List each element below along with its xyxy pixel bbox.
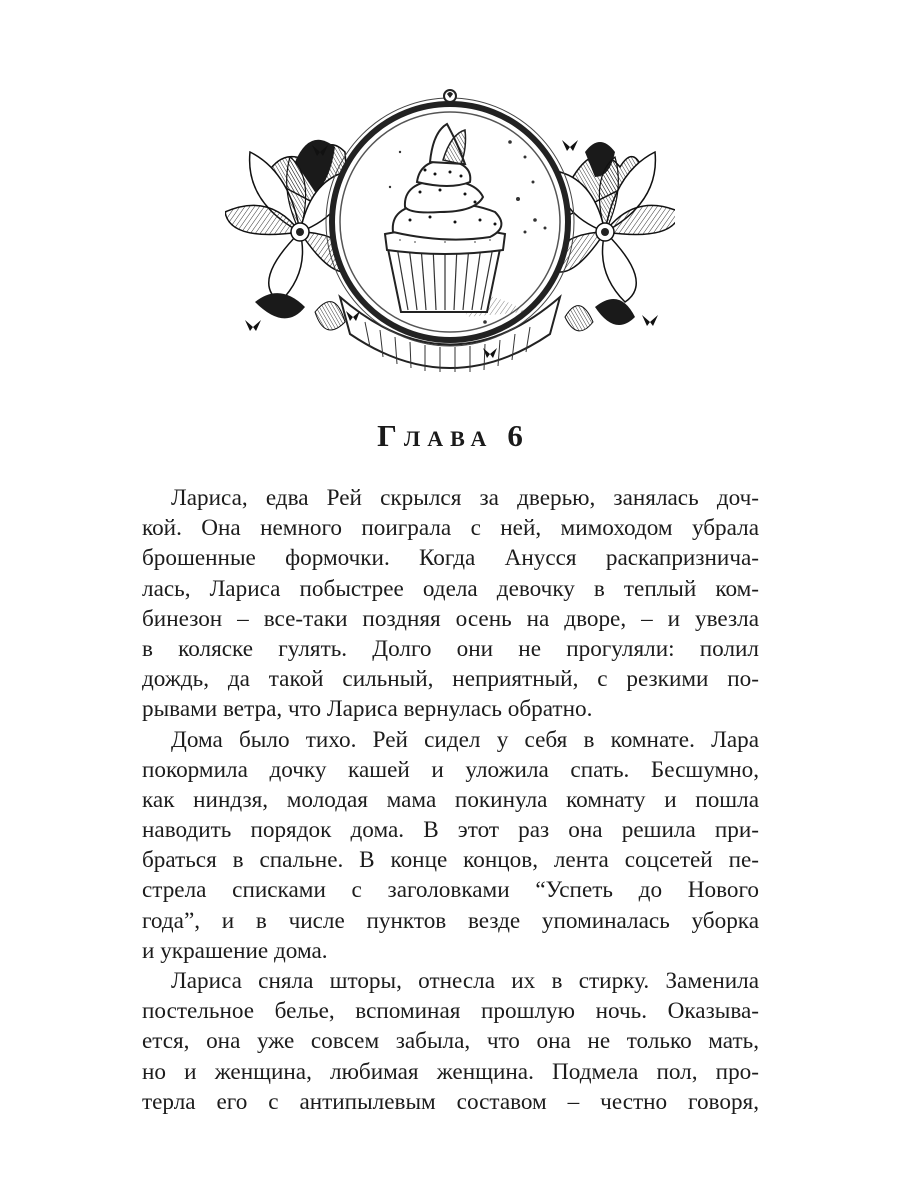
text-line: и украшение дома.	[142, 937, 328, 964]
text-line: как ниндзя, молодая мама покинула комнату и пошла	[142, 786, 759, 813]
chapter-number: 6	[507, 418, 523, 453]
chapter-heading	[0, 418, 900, 454]
cupcake-frame-illustration	[225, 72, 675, 372]
text-line: Дома было тихо. Рей сидел у себя в комнате. Лара	[171, 726, 759, 753]
text-line: рывами ветра, что Лариса вернулась обратно.	[142, 696, 593, 723]
text-line: бинезон – все-таки поздняя осень на дворе, – и увезла	[142, 605, 759, 632]
text-line: постельное белье, вспоминая прошлую ночь. Оказыва-	[142, 998, 759, 1025]
paragraph-2	[142, 725, 759, 967]
text-line: Лариса, едва Рей скрылся за дверью, занялась доч-	[171, 485, 759, 511]
paragraph-1	[142, 483, 759, 725]
text-line: терла его с антипылевым составом – честно говоря,	[142, 1088, 759, 1115]
text-line: дождь, да такой сильный, неприятный, с резкими по-	[142, 666, 759, 693]
text-line: кой. Она немного поиграла с ней, мимоходом убрала	[142, 515, 759, 542]
text-line: лась, Лариса побыстрее одела девочку в теплый ком-	[142, 575, 759, 602]
text-line: стрела списками с заголовками “Успеть до Нового	[142, 877, 759, 904]
text-line: наводить порядок дома. В этот раз она решила при-	[142, 817, 759, 844]
text-line: покормила дочку кашей и уложила спать. Бесшумно,	[142, 756, 759, 783]
text-line: браться в спальне. В конце концов, лента соцсетей пе-	[142, 847, 759, 874]
chapter-illustration	[225, 72, 675, 372]
text-line: в коляске гулять. Долго они не прогуляли: полил	[142, 635, 759, 662]
paragraph-3	[142, 966, 759, 1117]
text-line: но и женщина, любимая женщина. Подмела пол, про-	[142, 1058, 759, 1085]
chapter-word: Глава	[377, 418, 494, 453]
text-line: года”, и в числе пунктов везде упоминалась уборка	[142, 907, 759, 934]
text-line: Лариса сняла шторы, отнесла их в стирку. Заменила	[171, 968, 759, 994]
text-line: брошенные формочки. Когда Анусся раскапризнича-	[142, 545, 759, 572]
text-line: ется, она уже совсем забыла, что она не только мать,	[142, 1028, 759, 1055]
chapter-body	[142, 483, 759, 1117]
